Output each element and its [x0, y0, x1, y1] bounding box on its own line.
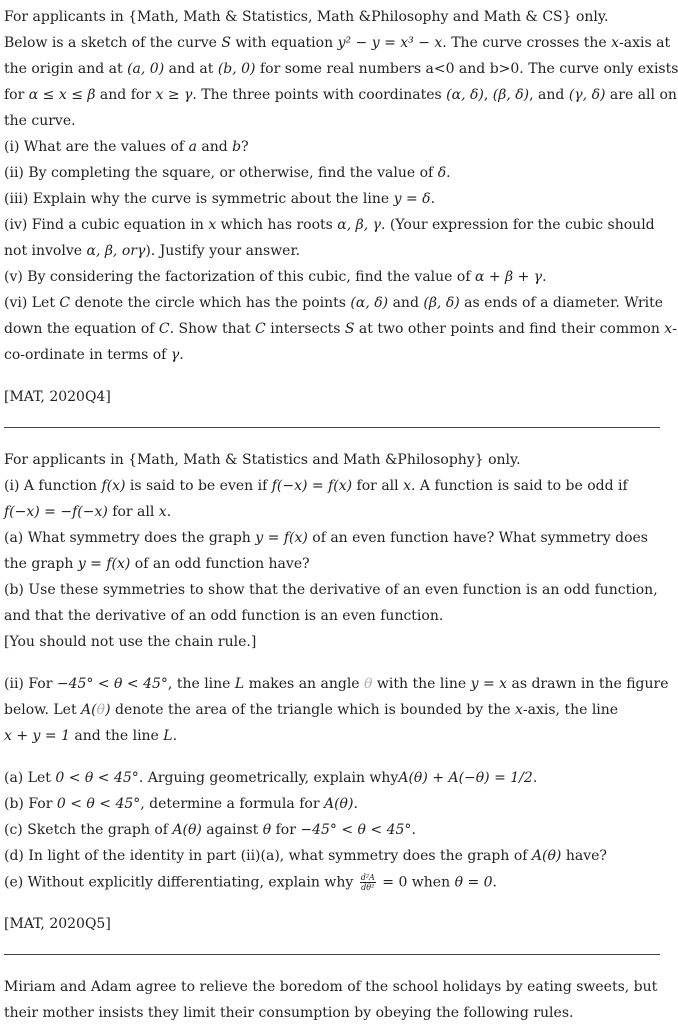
- text-run: .: [166, 504, 172, 520]
- text-run: (i) A function: [4, 478, 102, 494]
- q5-part-ii-a: [4, 769, 661, 787]
- q5-part-ii-d: [4, 847, 661, 865]
- text-run: (iii) Explain why the curve is symmetric about the line: [4, 191, 394, 207]
- q4-part-vi-cont: down the equation of C. Show that C intersects S at two other points and find their common x-: [4, 321, 677, 337]
- text-run: f(−x) = f(x): [271, 478, 353, 494]
- text-run: A(θ) + A(−θ) = 1/2: [398, 770, 533, 786]
- text-run: (b, 0): [217, 61, 256, 77]
- text-run: -axis, the line: [522, 702, 619, 718]
- text-run: and: [388, 295, 424, 311]
- text-run: as ends of a diameter. Write: [459, 295, 664, 311]
- text-run: 0 < θ < 45°: [55, 770, 139, 786]
- q4-part-v: [4, 268, 661, 286]
- text-run: , and: [529, 87, 569, 103]
- text-run: below. Let: [4, 702, 82, 718]
- q5-part-ii: [4, 675, 669, 693]
- text-run: .: [411, 822, 416, 838]
- text-run: at two other points and find their common: [354, 321, 665, 337]
- text-run: (ii) For: [4, 676, 57, 692]
- q5-part-ii-e: [4, 873, 661, 891]
- text-run: for all: [352, 478, 404, 494]
- text-run: −45° < θ < 45°: [300, 822, 412, 838]
- text-run: are all on: [605, 87, 677, 103]
- text-run: . A function is said to be odd if: [410, 478, 628, 494]
- text-run: not involve: [4, 243, 87, 259]
- text-run: .: [446, 165, 451, 181]
- q4-reference: [4, 388, 661, 406]
- text-run: is said to be even if: [125, 478, 272, 494]
- text-run: θ: [364, 676, 373, 692]
- text-run: (i) What are the values of: [4, 139, 189, 155]
- text-run: against: [201, 822, 263, 838]
- text-run: for all: [107, 504, 159, 520]
- text-run: S: [344, 321, 355, 337]
- text-run: L: [163, 728, 173, 744]
- text-run: y² − y = x³ − x: [337, 35, 443, 51]
- text-run: , the line: [167, 676, 235, 692]
- text-run: α, β, orγ: [86, 243, 146, 259]
- text-run: a: [188, 139, 197, 155]
- text-run: x ≥ γ: [155, 87, 193, 103]
- text-run: for some real numbers a<0 and b>0. The curve only exists: [255, 61, 678, 77]
- text-run: (α, δ): [446, 87, 484, 103]
- q4-eligibility: [4, 8, 661, 26]
- q4-part-iii: [4, 190, 661, 208]
- text-run: (a) What symmetry does the graph: [4, 530, 256, 546]
- text-run: .: [492, 874, 497, 891]
- q5-part-b-cont: [4, 607, 661, 625]
- text-run: co-ordinate in terms of: [4, 347, 171, 363]
- text-run: the origin and at: [4, 61, 128, 77]
- text-run: -axis at: [619, 35, 671, 51]
- text-run: [MAT, 2020Q4]: [4, 389, 111, 405]
- text-run: C: [158, 321, 170, 337]
- next-question-line-2: [4, 1004, 661, 1022]
- text-run: Below is a sketch of the curve: [4, 35, 222, 51]
- q5-part-a-cont: [4, 555, 661, 573]
- text-run: y = f(x): [77, 556, 131, 572]
- text-run: A(θ): [172, 822, 202, 838]
- text-run: denote the area of the triangle which is bounded by the: [110, 702, 515, 718]
- q4-line-2: [4, 34, 671, 52]
- text-run: (a) Let: [4, 770, 56, 786]
- text-run: intersects: [265, 321, 345, 337]
- text-run: (a, 0): [127, 61, 165, 77]
- text-run: which has roots: [216, 217, 338, 233]
- text-run: have?: [561, 848, 607, 864]
- text-run: ): [105, 702, 111, 718]
- divider: [4, 954, 660, 955]
- text-run: (β, δ): [492, 87, 530, 103]
- text-run: θ: [96, 702, 106, 718]
- text-run: x + y = 1: [4, 728, 70, 744]
- text-run: makes an angle: [244, 676, 365, 692]
- text-run: .: [430, 191, 436, 207]
- text-run: y = δ: [393, 191, 431, 207]
- text-run: b: [232, 139, 242, 155]
- text-run: denote the circle which has the points: [70, 295, 351, 311]
- q5-part-ii-cont: [4, 701, 661, 719]
- text-run: y = f(x): [255, 530, 308, 546]
- text-run: Miriam and Adam agree to relieve the boredom of the school holidays by eating sweets, but: [4, 979, 658, 995]
- text-run: . Arguing geometrically, explain why: [138, 770, 399, 786]
- text-run: (d) In light of the identity in part (ii)(a), what symmetry does the graph of: [4, 848, 532, 864]
- q4-part-vi: [4, 294, 664, 312]
- text-run: x: [158, 504, 167, 520]
- q4-line-3: [4, 60, 678, 78]
- text-run: γ: [170, 347, 180, 363]
- text-run: ,: [483, 87, 493, 103]
- divider: [4, 427, 660, 428]
- text-run: A(θ): [323, 796, 354, 812]
- q5-part-i-cont: [4, 503, 661, 521]
- text-run: (α, δ): [350, 295, 389, 311]
- text-run: .: [179, 347, 184, 363]
- text-run: L: [234, 676, 245, 692]
- q5-part-a: [4, 529, 661, 547]
- text-run: the graph: [4, 556, 78, 572]
- text-run: , determine a formula for: [140, 796, 324, 812]
- text-run: α, β, γ: [337, 217, 381, 233]
- text-run: of an odd function have?: [130, 556, 310, 572]
- q4-part-iv-cont: [4, 242, 661, 260]
- text-run: x: [208, 217, 217, 233]
- text-run: for: [271, 822, 301, 838]
- text-run: .: [542, 269, 547, 285]
- text-run: x: [403, 478, 411, 494]
- text-run: For applicants in {Math, Math & Statistics and Math &Philosophy} only.: [4, 452, 521, 468]
- q5-eligibility: [4, 451, 661, 469]
- text-run: their mother insists they limit their consumption by obeying the following rules.: [4, 1005, 574, 1021]
- text-run: with equation: [230, 35, 338, 51]
- q5-part-i: [4, 477, 661, 495]
- q4-part-iv: [4, 216, 661, 234]
- text-run: (v) By considering the factorization of this cubic, find the value of: [4, 269, 475, 285]
- text-run: f(x): [101, 478, 126, 494]
- text-run: of an even function have? What symmetry does: [307, 530, 648, 546]
- next-question-line-1: [4, 978, 661, 996]
- text-run: α + β + γ: [474, 269, 543, 285]
- second-derivative-fraction: [360, 873, 376, 892]
- text-run: .: [172, 728, 178, 744]
- text-run: d²A: [360, 873, 375, 882]
- text-run: (β, δ): [423, 295, 460, 311]
- text-run: .: [532, 770, 538, 786]
- text-run: For applicants in {Math, Math & Statistics, Math &Philosophy and Math & CS} only.: [4, 9, 609, 25]
- text-run: δ: [437, 165, 447, 181]
- text-run: S: [221, 35, 231, 51]
- q4-part-vi-end: [4, 346, 661, 364]
- text-run: −45° < θ < 45°: [56, 676, 168, 692]
- text-run: . The curve crosses the: [442, 35, 612, 51]
- text-run: (vi) Let: [4, 295, 60, 311]
- text-run: [MAT, 2020Q5]: [4, 916, 111, 932]
- text-run: (c) Sketch the graph of: [4, 822, 173, 838]
- text-run: x: [611, 35, 620, 51]
- text-run: . The three points with coordinates: [192, 87, 447, 103]
- text-run: (b) Use these symmetries to show that the derivative of an even function is an odd function,: [4, 582, 658, 598]
- text-run: f(−x) = −f(−x): [4, 504, 108, 520]
- text-run: (ii) By completing the square, or otherwise, find the value of: [4, 165, 438, 181]
- text-run: .: [353, 796, 358, 812]
- text-run: ?: [241, 139, 249, 155]
- text-run: (iv) Find a cubic equation in: [4, 217, 209, 233]
- q5-part-ii-end: [4, 727, 661, 745]
- q4-part-i: [4, 138, 661, 156]
- text-run: θ = 0: [454, 874, 493, 891]
- text-run: y = x: [470, 676, 508, 692]
- text-run: [You should not use the chain rule.]: [4, 634, 257, 650]
- text-run: and the line: [69, 728, 164, 744]
- text-run: α ≤ x ≤ β: [28, 87, 96, 103]
- q4-line-4: [4, 86, 677, 104]
- text-run: = 0 when: [377, 874, 455, 891]
- text-run: (γ, δ): [568, 87, 606, 103]
- text-run: and that the derivative of an odd function is an even function.: [4, 608, 444, 624]
- text-run: C: [255, 321, 266, 337]
- q5-reference: [4, 915, 661, 933]
- text-run: as drawn in the figure: [507, 676, 669, 692]
- text-run: down the equation of: [4, 321, 159, 337]
- text-run: C: [59, 295, 71, 311]
- text-run: (b) For: [4, 796, 57, 812]
- q5-note: [4, 633, 661, 651]
- text-run: and at: [164, 61, 218, 77]
- text-run: x: [664, 321, 673, 337]
- text-run: ). Justify your answer.: [145, 243, 301, 259]
- text-run: (e) Without explicitly differentiating, explain why: [4, 874, 358, 891]
- text-run: with the line: [372, 676, 471, 692]
- text-run: and: [196, 139, 233, 155]
- text-run: A(: [81, 702, 97, 718]
- text-run: . Show that: [169, 321, 256, 337]
- q4-part-ii: [4, 164, 661, 182]
- text-run: dθ²: [361, 883, 375, 892]
- text-run: . (Your expression for the cubic should: [381, 217, 655, 233]
- q4-line-5: [4, 112, 661, 130]
- text-run: 0 < θ < 45°: [56, 796, 141, 812]
- text-run: and for: [95, 87, 156, 103]
- text-run: for: [4, 87, 29, 103]
- q5-part-b: [4, 581, 661, 599]
- text-run: θ: [262, 822, 272, 838]
- text-run: x: [515, 702, 523, 718]
- text-run: A(θ): [531, 848, 562, 864]
- q5-part-ii-c: [4, 821, 661, 839]
- text-run: the curve.: [4, 113, 76, 129]
- q5-part-ii-b: [4, 795, 661, 813]
